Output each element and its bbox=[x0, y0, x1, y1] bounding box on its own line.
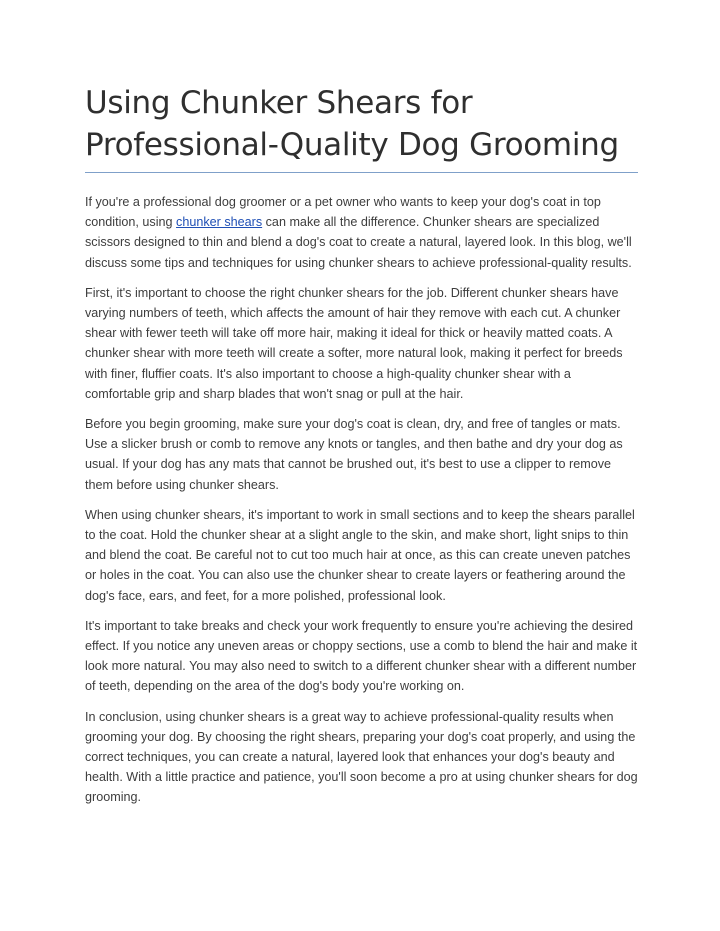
document-page bbox=[85, 82, 638, 808]
paragraph-intro bbox=[85, 192, 638, 273]
title-divider bbox=[85, 172, 638, 173]
paragraph-check-work: It's important to take breaks and check your work frequently to ensure you're achieving the desired effect. If you notice any uneven areas or choppy sections, use a comb to blend the hair and make it look more natural. You may also need to switch to a different chunker shear with a different number of teeth, depending on the area of the dog's body you're working on. bbox=[85, 618, 638, 694]
intro-text-after: can make all the difference. Chunker shears are specialized scissors designed to thin and blend a dog's coat to create a natural, layered look. In this blog, we'll discuss some tips and techniques for using chunker shears to achieve professional-quality results. bbox=[85, 215, 632, 270]
paragraph-conclusion: In conclusion, using chunker shears is a great way to achieve professional-quality results when grooming your dog. By choosing the right shears, preparing your dog's coat properly, and using the correct techniques, you can create a natural, layered look that enhances your dog's beauty and health. With a little practice and patience, you'll soon become a pro at using chunker shears for dog grooming. bbox=[85, 709, 638, 805]
page-title: Using Chunker Shears for Professional-Quality Dog Grooming bbox=[85, 85, 619, 163]
paragraph-preparation: Before you begin grooming, make sure your dog's coat is clean, dry, and free of tangles or mats. Use a slicker brush or comb to remove any knots or tangles, and then bathe and dry your dog as usual. If your dog has any mats that cannot be brushed out, it's best to use a clipper to remove them before using chunker shears. bbox=[85, 417, 623, 492]
paragraph-technique: When using chunker shears, it's important to work in small sections and to keep the shears parallel to the coat. Hold the chunker shear at a slight angle to the skin, and make short, light snips to thin and blend the coat. Be careful not to cut too much hair at once, as this can create uneven patches or holes in the coat. You can also use the chunker shear to create layers or feathering around the dog's face, ears, and feet, for a more polished, professional look. bbox=[85, 507, 635, 603]
intro-text-before: If you're a professional dog groomer or a pet owner who wants to keep your dog's coat in top condition, using bbox=[85, 195, 601, 230]
chunker-shears-link[interactable]: chunker shears bbox=[176, 215, 263, 230]
paragraph-choose-shears: First, it's important to choose the right chunker shears for the job. Different chunker shears have varying numbers of teeth, which affects the amount of hair they remove with each cut. A chunker shear with fewer teeth will take off more hair, making it ideal for thick or heavily matted coats. A chunker shear with more teeth will create a softer, more natural look, making it perfect for breeds with finer, fluffier coats. It's also important to choose a high-quality chunker shear with a comfortable grip and sharp blades that won't snag or pull at the hair. bbox=[85, 285, 623, 401]
